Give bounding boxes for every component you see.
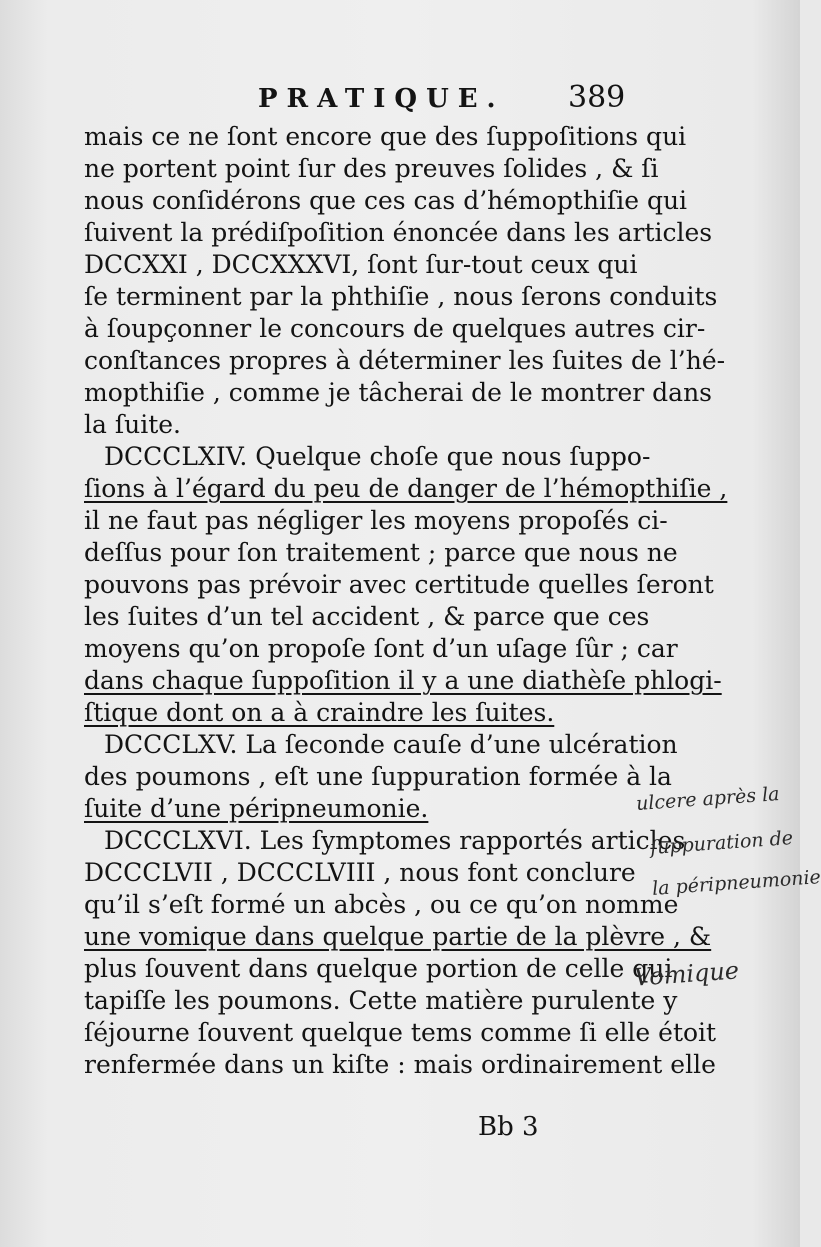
text-line: conſtances propres à déterminer les ſuites de l’hé- [84, 346, 726, 375]
text-line: ne portent point ſur des preuves ſolides , & ſi [84, 154, 659, 183]
text-line-underlined: ſtique dont on a à craindre les ſuites. [84, 698, 555, 727]
margin-note: ſuppuration de [649, 827, 794, 859]
margin-note: Vomique [633, 956, 740, 992]
text-line: mais ce ne ſont encore que des ſuppoſitions qui [84, 122, 687, 151]
running-title: PRATIQUE. [258, 84, 505, 114]
text-line-underlined: une vomique dans quelque partie de la plèvre , & [84, 922, 712, 951]
text-line: ſuivent la prédiſpoſition énoncée dans les articles [84, 218, 713, 247]
text-line: moyens qu’on propoſe ſont d’un uſage ſûr ; car [84, 634, 678, 663]
text-line: les ſuites d’un tel accident , & parce que ces [84, 602, 650, 631]
text-line: à ſoupçonner le concours de quelques autres cir- [84, 314, 706, 343]
margin-note: la péripneumonie [651, 866, 821, 900]
text-line: qu’il s’eſt formé un abcès , ou ce qu’on nomme [84, 890, 679, 919]
paragraph-start-dccclxvi: DCCCLXVI. Les ſymptomes rapportés articles [104, 826, 686, 855]
paragraph-start-dccclxv: DCCCLXV. La ſeconde cauſe d’une ulcération [104, 730, 678, 759]
text-line-underlined: ſions à l’égard du peu de danger de l’hémopthiſie , [84, 474, 728, 503]
paragraph-start-dccclxiv: DCCCLXIV. Quelque choſe que nous ſuppo- [104, 442, 651, 471]
text-line: il ne faut pas négliger les moyens propoſés ci- [84, 506, 668, 535]
page-header [0, 80, 800, 124]
text-line: DCCCLVII , DCCCLVIII , nous font conclure [84, 858, 636, 887]
text-line: DCCXXI , DCCXXXVI, ſont ſur-tout ceux qui [84, 250, 638, 279]
text-line: renfermée dans un kiſte : mais ordinairement elle [84, 1050, 716, 1079]
signature-mark: Bb 3 [478, 1112, 539, 1142]
text-line: mopthiſie , comme je tâcherai de le montrer dans [84, 378, 713, 407]
text-line: la ſuite. [84, 410, 181, 439]
text-line: tapiſſe les poumons. Cette matière purulente y [84, 986, 678, 1015]
text-line: ſe terminent par la phthiſie , nous ſerons conduits [84, 282, 718, 311]
margin-note: ulcere après la [635, 783, 781, 815]
text-line-underlined: ſuite d’une péripneumonie. [84, 794, 429, 823]
text-line: des poumons , eſt une ſuppuration formée à la [84, 762, 672, 791]
text-line: pouvons pas prévoir avec certitude quelles ſeront [84, 570, 714, 599]
text-line-underlined: dans chaque ſuppoſition il y a une diathèſe phlogi- [84, 666, 722, 695]
text-line: nous conſidérons que ces cas d’hémopthiſie qui [84, 186, 688, 215]
page-number: 389 [568, 80, 626, 115]
text-line: plus ſouvent dans quelque portion de celle qui [84, 954, 673, 983]
text-line: deſſus pour ſon traitement ; parce que nous ne [84, 538, 678, 567]
text-line: ſéjourne ſouvent quelque tems comme ſi elle étoit [84, 1018, 717, 1047]
